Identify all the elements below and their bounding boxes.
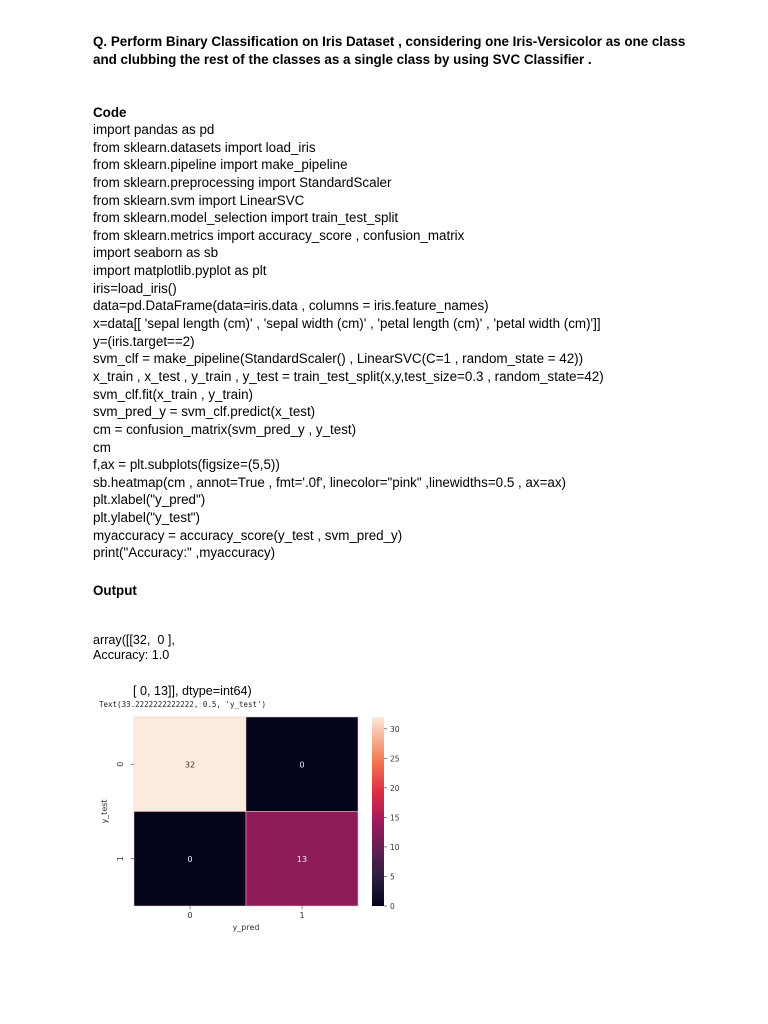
code-line: from sklearn.preprocessing import StandardScaler: [93, 174, 392, 190]
output-array-line: array([[32, 0 ],: [93, 633, 175, 647]
code-line: x=data[[ 'sepal length (cm)' , 'sepal width (cm)' , 'petal length (cm)' , 'petal width (cm)']]: [93, 316, 601, 332]
code-line: import seaborn as sb: [93, 245, 219, 261]
y-tick-label: 0: [116, 761, 125, 767]
figure-caption: Text(33.2222222222222, 0.5, 'y_test'): [99, 700, 267, 709]
colorbar-tick-label: 30: [390, 724, 400, 734]
code-line: from sklearn.model_selection import train_test_split: [93, 210, 399, 226]
colorbar-tick-label: 10: [390, 842, 400, 852]
code-line: import pandas as pd: [93, 122, 215, 137]
x-tick-label: 0: [187, 911, 193, 920]
y-axis-label: y_test: [100, 799, 109, 824]
heatmap-annotation: 0: [187, 854, 193, 864]
heatmap-annotation: 13: [296, 854, 308, 864]
x-tick-label: 1: [299, 911, 305, 920]
heatmap-annotation: 32: [184, 760, 196, 770]
code-line: myaccuracy = accuracy_score(y_test , svm_pred_y): [93, 527, 403, 543]
code-line: plt.ylabel("y_test"): [93, 510, 201, 526]
colorbar-tick-label: 20: [390, 783, 400, 793]
code-line: print("Accuracy:" ,myaccuracy): [93, 545, 276, 561]
code-line: cm: [93, 439, 111, 455]
code-line: sb.heatmap(cm , annot=True , fmt='.0f', linecolor="pink" ,linewidths=0.5 , ax=ax): [93, 474, 566, 490]
colorbar: [372, 717, 384, 906]
code-line: svm_pred_y = svm_clf.predict(x_test): [93, 404, 316, 420]
x-axis-label: y_pred: [232, 923, 260, 932]
code-line: iris=load_iris(): [93, 280, 177, 296]
y-tick-label: 1: [116, 856, 125, 862]
code-line: plt.xlabel("y_pred"): [93, 492, 206, 508]
heatmap-chart: [95, 697, 425, 937]
code-line: from sklearn.datasets import load_iris: [93, 139, 316, 155]
confusion-matrix-figure: [95, 697, 425, 937]
code-line: f,ax = plt.subplots(figsize=(5,5)): [93, 457, 280, 473]
code-line: x_train , x_test , y_train , y_test = train_test_split(x,y,test_size=0.3 , random_state=42): [93, 368, 604, 384]
output-heading: Output: [93, 583, 137, 598]
colorbar-tick-label: 5: [390, 872, 395, 882]
question-text: Q. Perform Binary Classification on Iris Dataset , considering one Iris-Versicolor as one class and clubbing the rest of the classes as a single class by using SVC Classifier .: [93, 34, 686, 67]
code-line: svm_clf = make_pipeline(StandardScaler() , LinearSVC(C=1 , random_state = 42)): [93, 351, 584, 367]
accuracy-output: Accuracy: 1.0: [93, 648, 170, 662]
code-heading: Code: [93, 105, 127, 120]
code-line: from sklearn.svm import LinearSVC: [93, 192, 305, 208]
colorbar-tick-label: 25: [390, 754, 400, 764]
code-line: from sklearn.metrics import accuracy_score , confusion_matrix: [93, 227, 465, 243]
colorbar-tick-label: 0: [390, 902, 395, 911]
code-line: svm_clf.fit(x_train , y_train): [93, 386, 253, 402]
code-line: cm = confusion_matrix(svm_pred_y , y_test): [93, 421, 357, 437]
code-line: y=(iris.target==2): [93, 333, 195, 349]
code-line: from sklearn.pipeline import make_pipeline: [93, 157, 348, 173]
output-array-line: [ 0, 13]], dtype=int64): [133, 684, 252, 698]
colorbar-tick-label: 15: [390, 813, 400, 823]
code-line: data=pd.DataFrame(data=iris.data , columns = iris.feature_names): [93, 298, 489, 314]
code-block: [93, 121, 604, 562]
code-line: import matplotlib.pyplot as plt: [93, 263, 267, 279]
heatmap-annotation: 0: [299, 760, 305, 770]
